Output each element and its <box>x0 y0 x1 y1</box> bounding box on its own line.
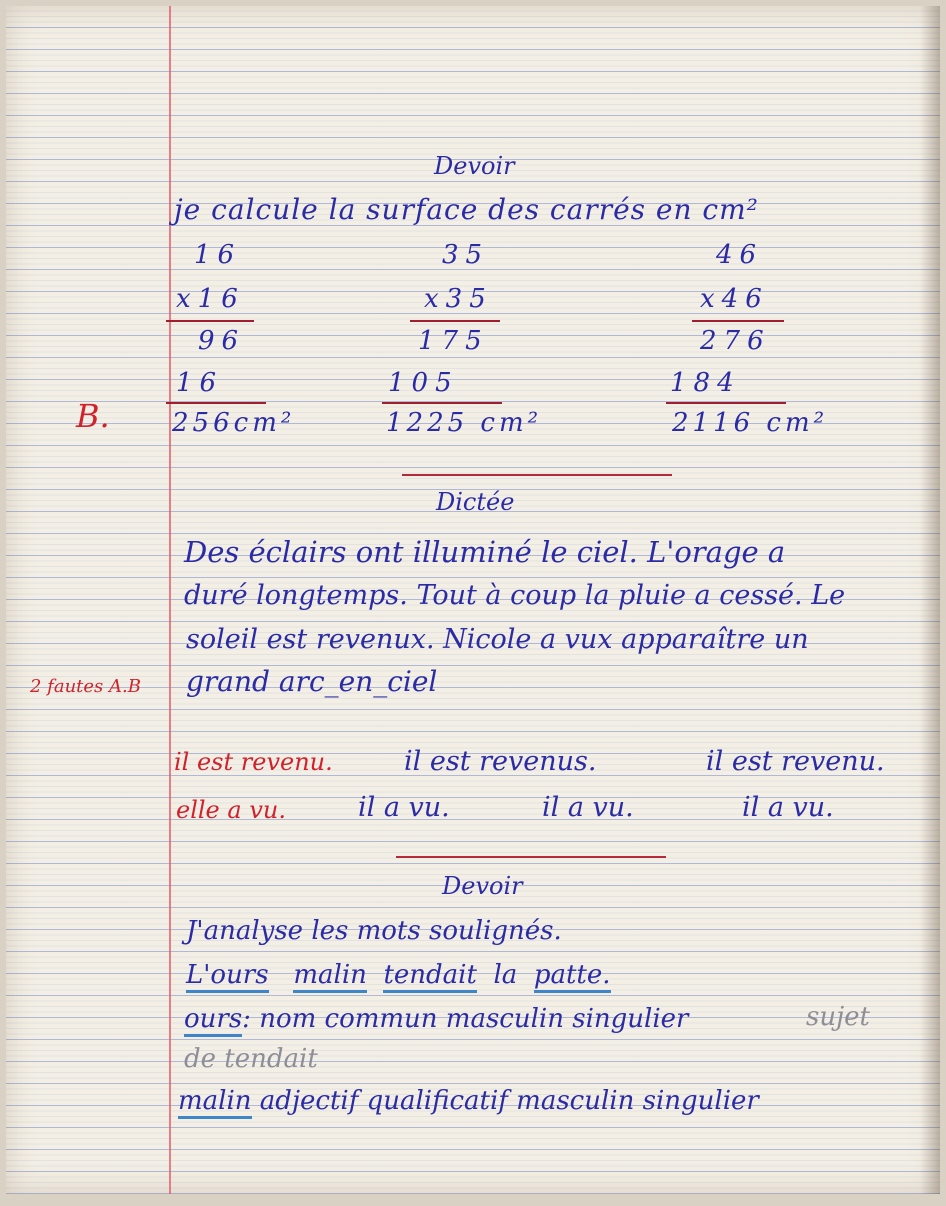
correction-row1-teacher: il est revenu. <box>174 748 333 776</box>
analysis-ours-text: : nom commun masculin singulier <box>242 1004 689 1034</box>
dictee-line-1: Des éclairs ont illuminé le ciel. L'orage a <box>184 535 786 569</box>
correction-row2-teacher: elle a vu. <box>176 796 286 824</box>
op1-result-rule <box>166 402 266 404</box>
dictee-line-3: soleil est revenux. Nicole a vux apparaître un <box>186 624 809 655</box>
correction-row1-copy-2: il est revenu. <box>706 746 885 777</box>
op3-partial-1: 276 <box>700 326 771 356</box>
op3-partial-2: 184 <box>670 368 741 398</box>
op3-factor-b: x46 <box>700 284 769 314</box>
devoir-title: Devoir <box>434 152 515 180</box>
devoir2-title: Devoir <box>442 872 523 900</box>
op1-factor-b: x16 <box>176 284 245 314</box>
op3-rule <box>692 320 784 322</box>
dictee-line-2: duré longtemps. Tout à coup la pluie a cessé. Le <box>184 580 846 611</box>
op2-result-rule <box>382 402 502 404</box>
section-separator-2 <box>396 856 666 858</box>
op1-result: 256cm² <box>172 408 296 438</box>
op2-factor-a: 35 <box>442 240 490 270</box>
margin-line <box>169 6 171 1194</box>
notebook-page <box>6 6 940 1194</box>
analysis-ours-line <box>184 1006 688 1032</box>
analysis-de-tendait: de tendait <box>184 1044 318 1074</box>
analysis-instruction: J'analyse les mots soulignés. <box>186 916 562 946</box>
op3-result: 2116 cm² <box>672 408 829 438</box>
word-la: la <box>493 960 518 990</box>
correction-row2-copy-3: il a vu. <box>742 792 834 823</box>
op2-rule <box>410 320 500 322</box>
op2-partial-1: 175 <box>418 326 489 356</box>
analysis-malin-line <box>178 1088 759 1114</box>
word-malin: malin <box>293 960 367 993</box>
word-patte: patte. <box>534 960 611 993</box>
analysis-malin-word: malin <box>178 1086 252 1119</box>
word-l-ours: L'ours <box>186 960 269 993</box>
word-tendait: tendait <box>383 960 477 993</box>
sentence-line <box>186 962 611 988</box>
op1-partial-2: 16 <box>176 368 224 398</box>
op2-partial-2: 105 <box>388 368 459 398</box>
dictee-line-4: grand arc_en_ciel <box>186 665 438 698</box>
correction-row2-copy-2: il a vu. <box>542 792 634 823</box>
op2-factor-b: x35 <box>424 284 493 314</box>
devoir-instruction: je calcule la surface des carrés en cm² <box>174 193 759 226</box>
op3-result-rule <box>666 402 786 404</box>
dictee-title: Dictée <box>436 488 515 516</box>
correction-row2-copy-1: il a vu. <box>358 792 450 823</box>
correction-row1-copy-1: il est revenus. <box>404 746 597 777</box>
op1-partial-1: 96 <box>198 326 246 356</box>
section-separator-1 <box>402 474 672 476</box>
analysis-ours-sujet: sujet <box>806 1002 870 1032</box>
op1-rule <box>166 320 254 322</box>
op1-factor-a: 16 <box>194 240 242 270</box>
op2-result: 1225 cm² <box>386 408 543 438</box>
analysis-ours-word: ours <box>184 1004 242 1037</box>
op3-factor-a: 46 <box>716 240 764 270</box>
analysis-malin-text: adjectif qualificatif masculin singulier <box>259 1086 759 1116</box>
errors-margin-note: 2 fautes A.B <box>30 676 141 697</box>
grade-mark: B. <box>76 397 110 435</box>
